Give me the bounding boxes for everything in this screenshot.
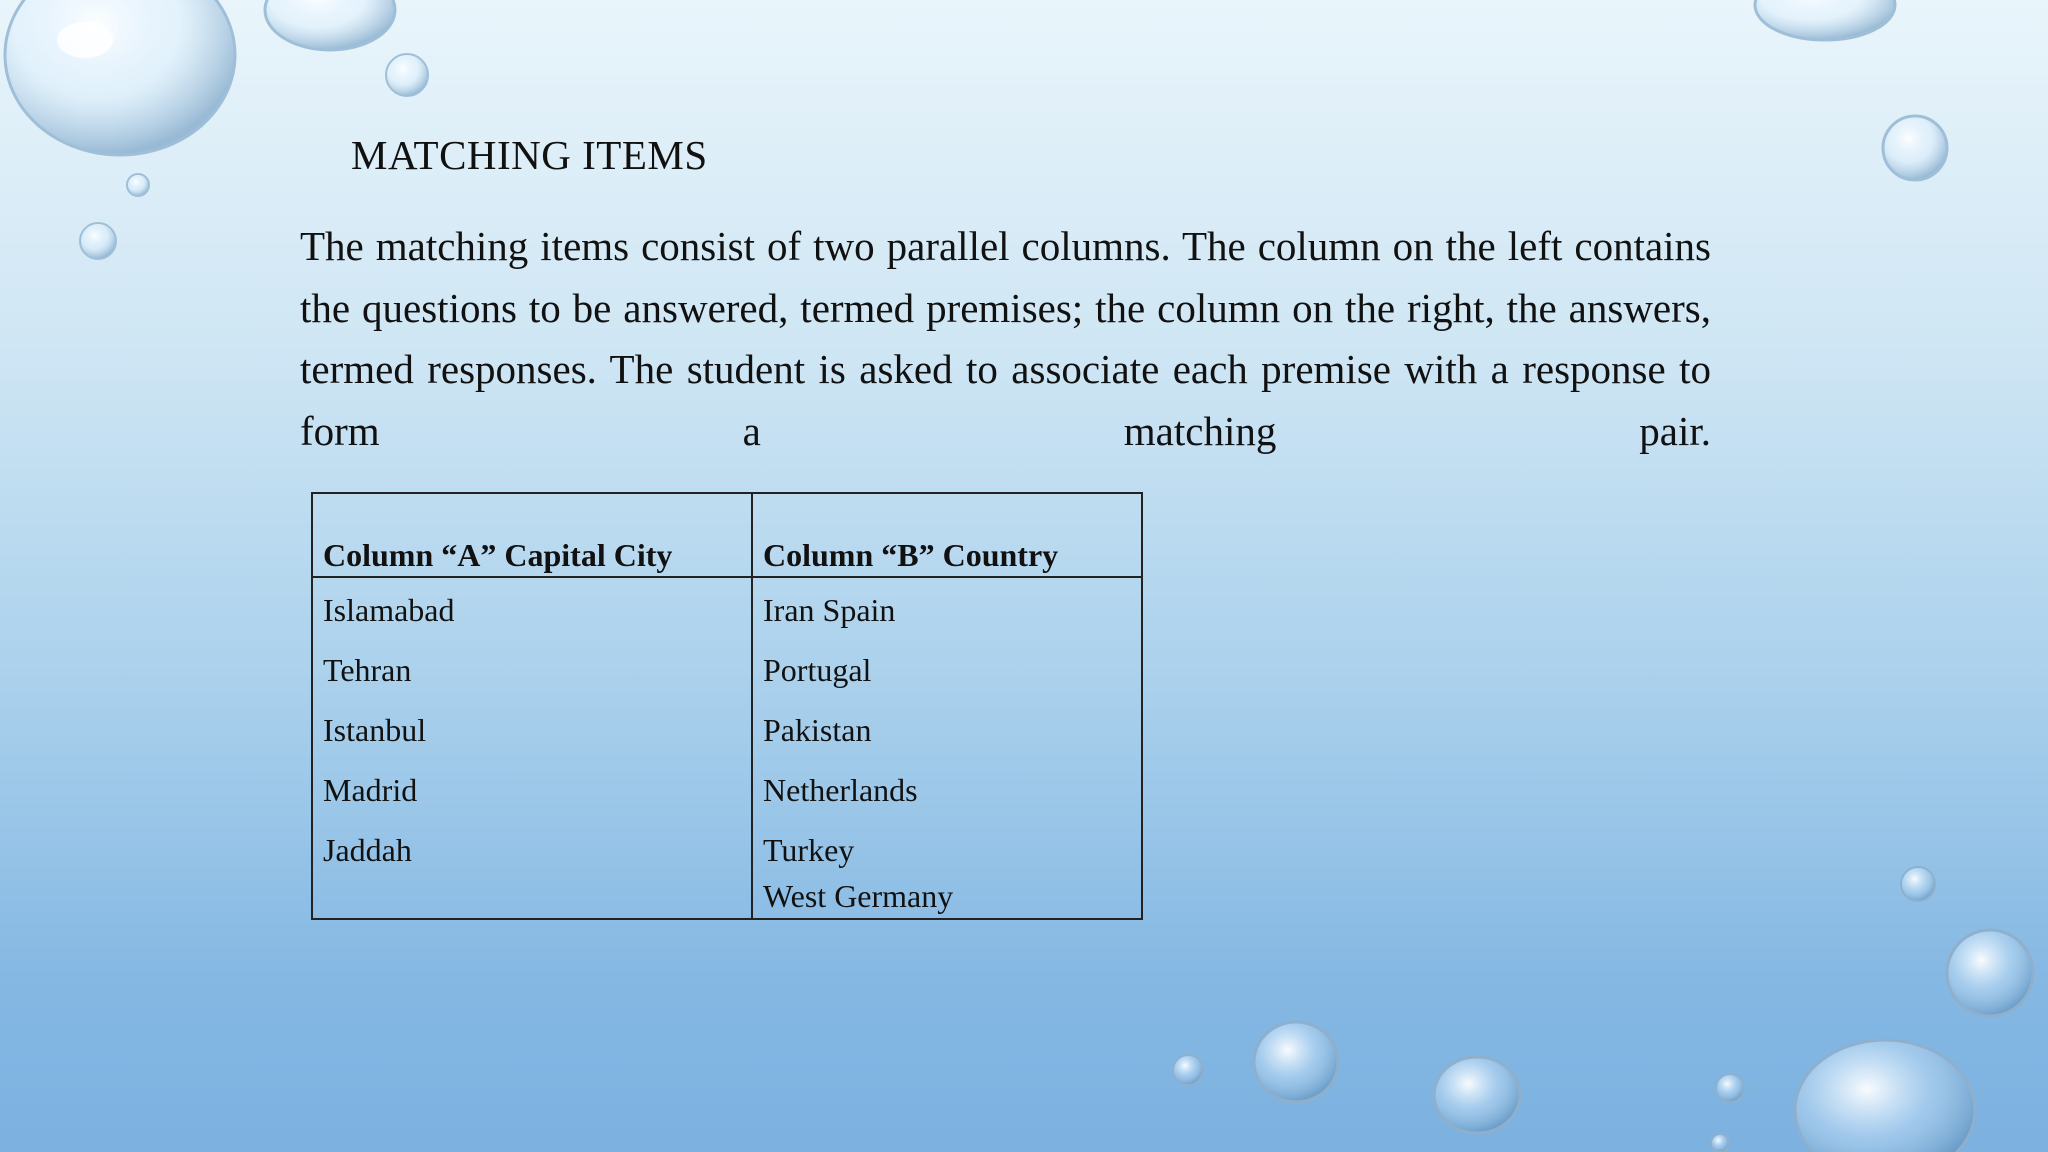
matching-table <box>311 492 1143 920</box>
body-paragraph: The matching items consist of two parallel columns. The column on the left contains the questions to be answered, termed premises; the column on the right, the answers, termed responses. The student is asked to associate each premise with a response to form a matching pair. <box>300 223 1711 454</box>
list-item: West Germany <box>763 878 954 914</box>
list-item: Portugal <box>763 652 872 688</box>
column-a-cell <box>312 577 752 919</box>
column-a-list <box>323 578 741 890</box>
header-column-a: Column “A” Capital City <box>312 493 752 577</box>
table-body-row <box>312 577 1142 919</box>
drop-top-right <box>1755 0 1947 180</box>
list-item: Istanbul <box>323 712 427 748</box>
list-item: Jaddah <box>323 832 412 868</box>
table-header-row <box>312 493 1142 577</box>
list-item: Tehran <box>323 652 412 688</box>
drop-bottom-right <box>1173 867 2033 1152</box>
list-item: Iran Spain <box>763 592 896 628</box>
slide-title: MATCHING ITEMS <box>351 132 708 178</box>
column-b-list <box>763 578 1131 918</box>
drop-top-left-medium <box>265 0 395 50</box>
list-item: Madrid <box>323 772 418 808</box>
list-item: Netherlands <box>763 772 918 808</box>
column-b-cell <box>752 577 1142 919</box>
list-item: Turkey <box>763 832 855 868</box>
drop-top-left-large <box>5 0 235 155</box>
header-column-b: Column “B” Country <box>752 493 1142 577</box>
list-item: Islamabad <box>323 592 455 628</box>
list-item: Pakistan <box>763 712 872 748</box>
